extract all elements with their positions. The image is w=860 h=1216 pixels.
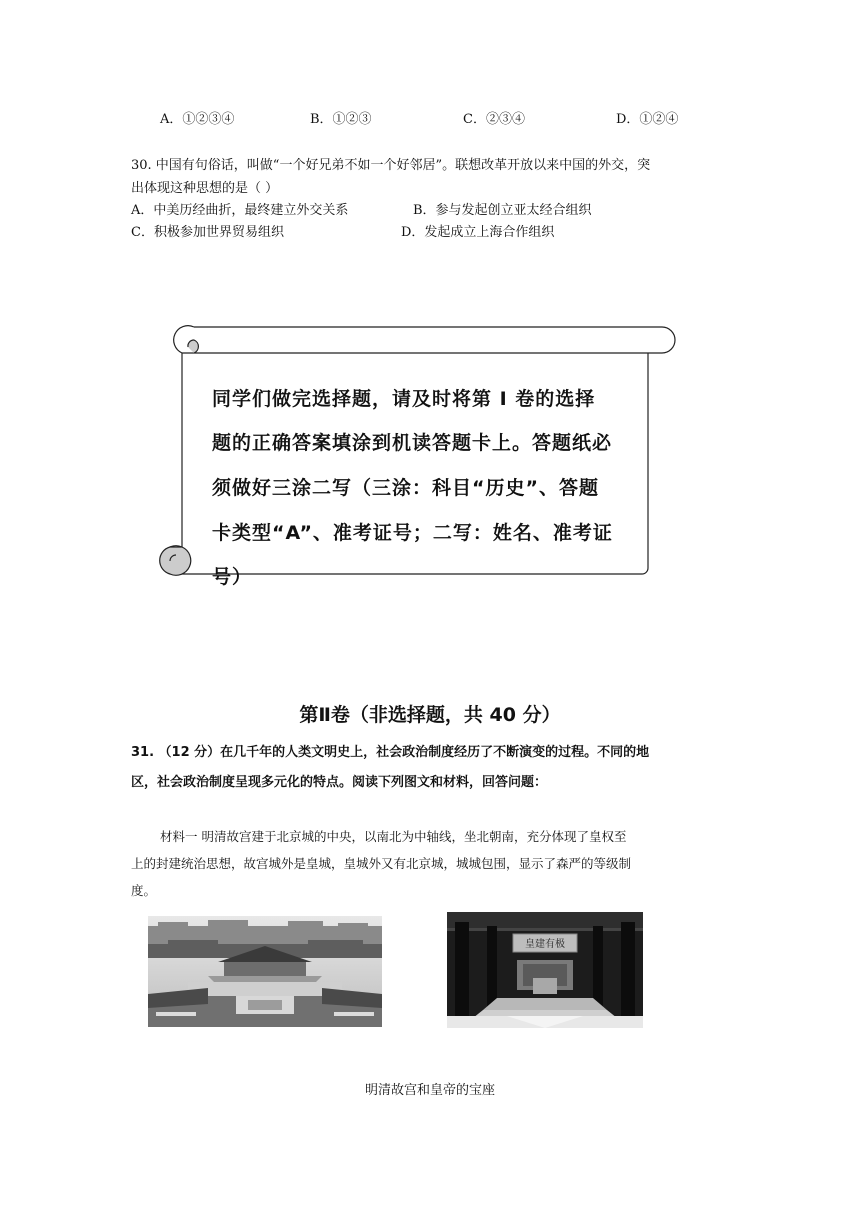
material1-line1: 材料一 明清故宫建于北京城的中央，以南北为中轴线，坐北朝南，充分体现了皇权至 (160, 829, 627, 844)
q30-stem-line2: 出体现这种思想的是（ ） (131, 181, 279, 196)
figure-caption: 明清故宫和皇帝的宝座 (364, 1083, 495, 1098)
q30-stem-line1: 30. 中国有句俗话，叫做“一个好兄弟不如一个好邻居”。联想改革开放以来中国的外交，突 (131, 158, 651, 173)
forbidden-city-photo (148, 916, 382, 1027)
q30-option-b: B．参与发起创立亚太经合组织 (413, 203, 592, 218)
q29-option-b: B．①②③ (310, 112, 372, 127)
material1-line2: 上的封建统治思想，故宫城外是皇城，皇城外又有北京城，城城包围，显示了森严的等级制 (131, 856, 632, 871)
notice-line-2: 题的正确答案填涂到机读答题卡上。答题纸必 (212, 432, 613, 454)
notice-line-3: 须做好三涂二写（三涂：科目“历史”、答题 (212, 477, 599, 499)
q29-option-c: C．②③④ (463, 112, 525, 127)
q29-option-a: A．①②③④ (160, 112, 235, 127)
q31-stem-line2: 区，社会政治制度呈现多元化的特点。阅读下列图文和材料，回答问题： (131, 775, 548, 790)
notice-line-1: 同学们做完选择题，请及时将第 I 卷的选择 (212, 388, 596, 410)
q30-option-a: A．中美历经曲折，最终建立外交关系 (131, 203, 349, 218)
q31-stem-line1: 31. （12 分）在几千年的人类文明史上，社会政治制度经历了不断演变的过程。不同的地 (131, 745, 650, 760)
notice-body (182, 372, 648, 588)
q30-option-d: D．发起成立上海合作组织 (401, 225, 555, 240)
material1-line3: 度。 (131, 883, 157, 898)
q30-option-c: C．积极参加世界贸易组织 (131, 225, 284, 240)
imperial-throne-photo (447, 912, 643, 1028)
section-title: 第Ⅱ卷（非选择题，共 40 分） (299, 704, 561, 726)
plaque-text: 皇建有极 (525, 939, 565, 950)
notice-line-5: 号） (212, 566, 253, 588)
notice-line-4: 卡类型“A”、准考证号；二写：姓名、准考证 (212, 522, 613, 544)
q29-option-d: D．①②④ (616, 112, 679, 127)
